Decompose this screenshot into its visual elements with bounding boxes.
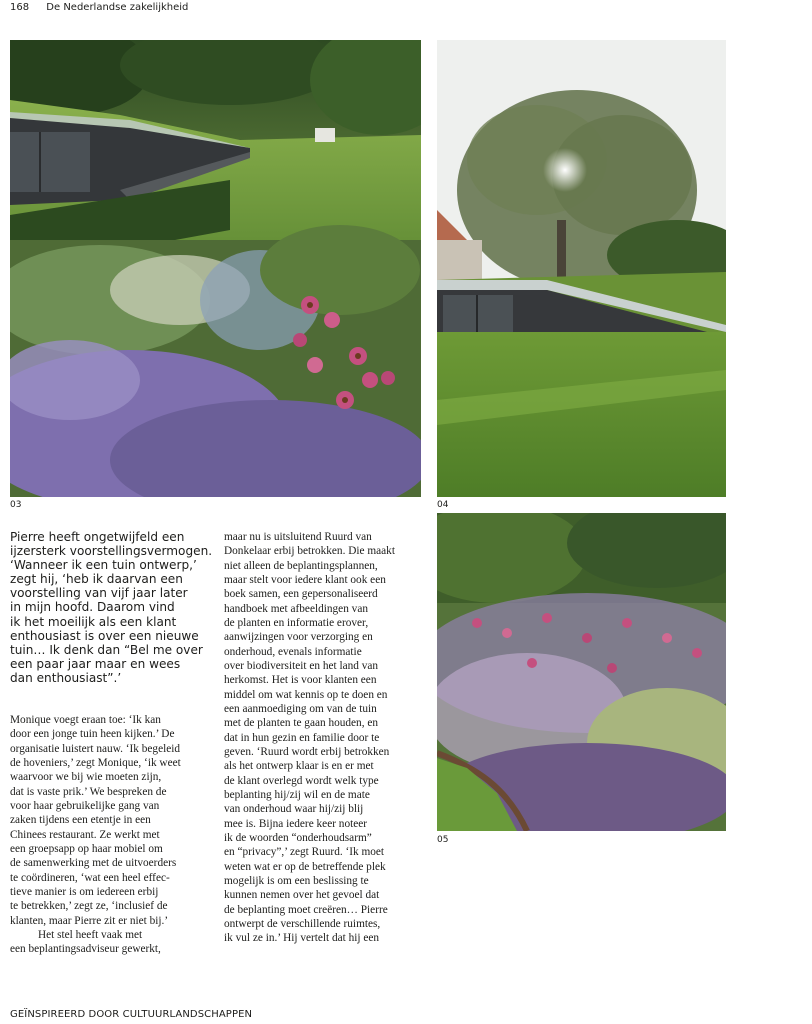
body-column-left bbox=[10, 713, 210, 957]
body-line: tieve manier is om iedereen erbij bbox=[10, 885, 159, 898]
intro-line: voorstelling van vijf jaar later bbox=[10, 586, 188, 601]
body-line: en “privacy”,’ zegt Ruurd. ‘Ik moet bbox=[224, 846, 385, 859]
body-line: de klant overlegd wordt welk type bbox=[224, 774, 379, 787]
intro-line: tuin… Ik denk dan “Bel me over bbox=[10, 642, 203, 657]
intro-line: in mijn hoofd. Daarom vind bbox=[10, 600, 175, 615]
body-line: over biodiversiteit en het land van bbox=[224, 659, 379, 672]
photo-04-image bbox=[437, 40, 726, 497]
body-line: herkomst. Het is voor klanten een bbox=[224, 674, 377, 687]
body-line: de beplanting moet creëren… Pierre bbox=[224, 903, 388, 916]
body-line: dat is vaste prik.’ We bespreken de bbox=[10, 785, 167, 798]
body-line: een groepsapp op haar mobiel om bbox=[10, 842, 163, 855]
intro-line: zegt hij, ‘heb ik daarvan een bbox=[10, 572, 183, 587]
body-line: te betrekken,’ zegt ze, ‘inclusief de bbox=[10, 900, 168, 913]
body-line: mee is. Bijna iedere keer noteer bbox=[224, 817, 368, 830]
body-line: mogelijk is om een beslissing te bbox=[224, 874, 369, 887]
body-line: weten wat er op de betreffende plek bbox=[224, 860, 386, 873]
intro-line: ik het moeilijk als een klant bbox=[10, 614, 177, 629]
caption-03: 03 bbox=[10, 500, 22, 510]
body-line: als het ontwerp klaar is en er met bbox=[224, 760, 374, 773]
body-line: ik vul ze in.’ Hij vertelt dat hij een bbox=[224, 932, 380, 945]
photo-04 bbox=[437, 40, 726, 497]
body-line: van onderhoud waar hij/zij blij bbox=[224, 803, 364, 816]
body-line: klanten, maar Pierre zit er niet bij.’ bbox=[10, 914, 169, 927]
photo-03 bbox=[10, 40, 421, 497]
body-line: Chinees restaurant. Ze werkt met bbox=[10, 828, 160, 841]
caption-05: 05 bbox=[437, 835, 449, 845]
page-number: 168 bbox=[10, 2, 30, 13]
body-line: de planten en informatie erover, bbox=[224, 616, 369, 629]
body-line: Monique voegt eraan toe: ‘Ik kan bbox=[10, 714, 161, 726]
body-line: zaken tijdens een etentje in een bbox=[10, 814, 151, 827]
body-line: maar stelt voor iedere klant ook een bbox=[224, 573, 386, 586]
intro-line: ‘Wanneer ik een tuin ontwerp,’ bbox=[10, 558, 197, 573]
body-line: waarvoor we bij wie moeten zijn, bbox=[10, 771, 162, 784]
intro-line: Pierre heeft ongetwijfeld een bbox=[10, 530, 185, 544]
body-line: ik de woorden “onderhoudsarm” bbox=[224, 831, 372, 844]
body-line: de samenwerking met de uitvoerders bbox=[10, 857, 177, 870]
photo-05-image bbox=[437, 513, 726, 831]
photo-03-image bbox=[10, 40, 421, 497]
body-line: te coördineren, ‘wat een heel effec- bbox=[10, 871, 170, 884]
body-line: organisatie luistert nauw. ‘Ik begeleid bbox=[10, 742, 181, 755]
body-line: niet alleen de beplantingsplannen, bbox=[224, 559, 378, 572]
running-title: De Nederlandse zakelijkheid bbox=[46, 2, 189, 13]
body-line: aanwijzingen voor verzorging en bbox=[224, 631, 373, 644]
caption-04: 04 bbox=[437, 500, 449, 510]
body-line-text: Het stel heeft vaak met bbox=[38, 928, 143, 941]
body-line: ontwerpt de verschillende ruimtes, bbox=[224, 917, 381, 930]
body-line: voor haar gebruikelijke gang van bbox=[10, 799, 160, 812]
body-line: maar nu is uitsluitend Ruurd van bbox=[224, 531, 372, 543]
body-line: Donkelaar erbij betrokken. Die maakt bbox=[224, 545, 395, 558]
intro-line: enthousiast is over een nieuwe bbox=[10, 628, 199, 643]
running-header bbox=[10, 2, 202, 13]
body-line: boek samen, een gepersonaliseerd bbox=[224, 588, 378, 601]
body-line: beplanting hij/zij wil en de mate bbox=[224, 788, 370, 801]
body-line: handboek met afbeeldingen van bbox=[224, 602, 368, 615]
body-line: dat in hun gezin en familie door te bbox=[224, 731, 380, 744]
body-line: kunnen nemen over het gevoel dat bbox=[224, 889, 380, 902]
photo-05 bbox=[437, 513, 726, 831]
intro-line: dan enthousiast”.’ bbox=[10, 670, 122, 685]
chapter-footer: GEÏNSPIREERD DOOR CULTUURLANDSCHAPPEN bbox=[10, 1009, 253, 1020]
body-line: een aanmoediging om van de tuin bbox=[224, 702, 377, 715]
intro-line: ijzersterk voorstellingsvermogen. bbox=[10, 544, 213, 559]
body-line-indented bbox=[10, 928, 210, 942]
intro-line: een paar jaar maar en wees bbox=[10, 656, 181, 671]
body-line: een beplantingsadviseur gewerkt, bbox=[10, 943, 161, 956]
body-line: de hoveniers,’ zegt Monique, ‘ik weet bbox=[10, 756, 181, 769]
body-line: geven. ‘Ruurd wordt erbij betrokken bbox=[224, 745, 390, 758]
body-line: onderhoud, evenals informatie bbox=[224, 645, 362, 658]
body-column-right bbox=[224, 530, 426, 946]
body-line: door een jonge tuin heen kijken.’ De bbox=[10, 728, 175, 741]
intro-paragraph bbox=[10, 530, 242, 685]
body-line: middel om wat kennis op te doen en bbox=[224, 688, 388, 701]
body-line: met de planten te gaan houden, en bbox=[224, 717, 379, 730]
